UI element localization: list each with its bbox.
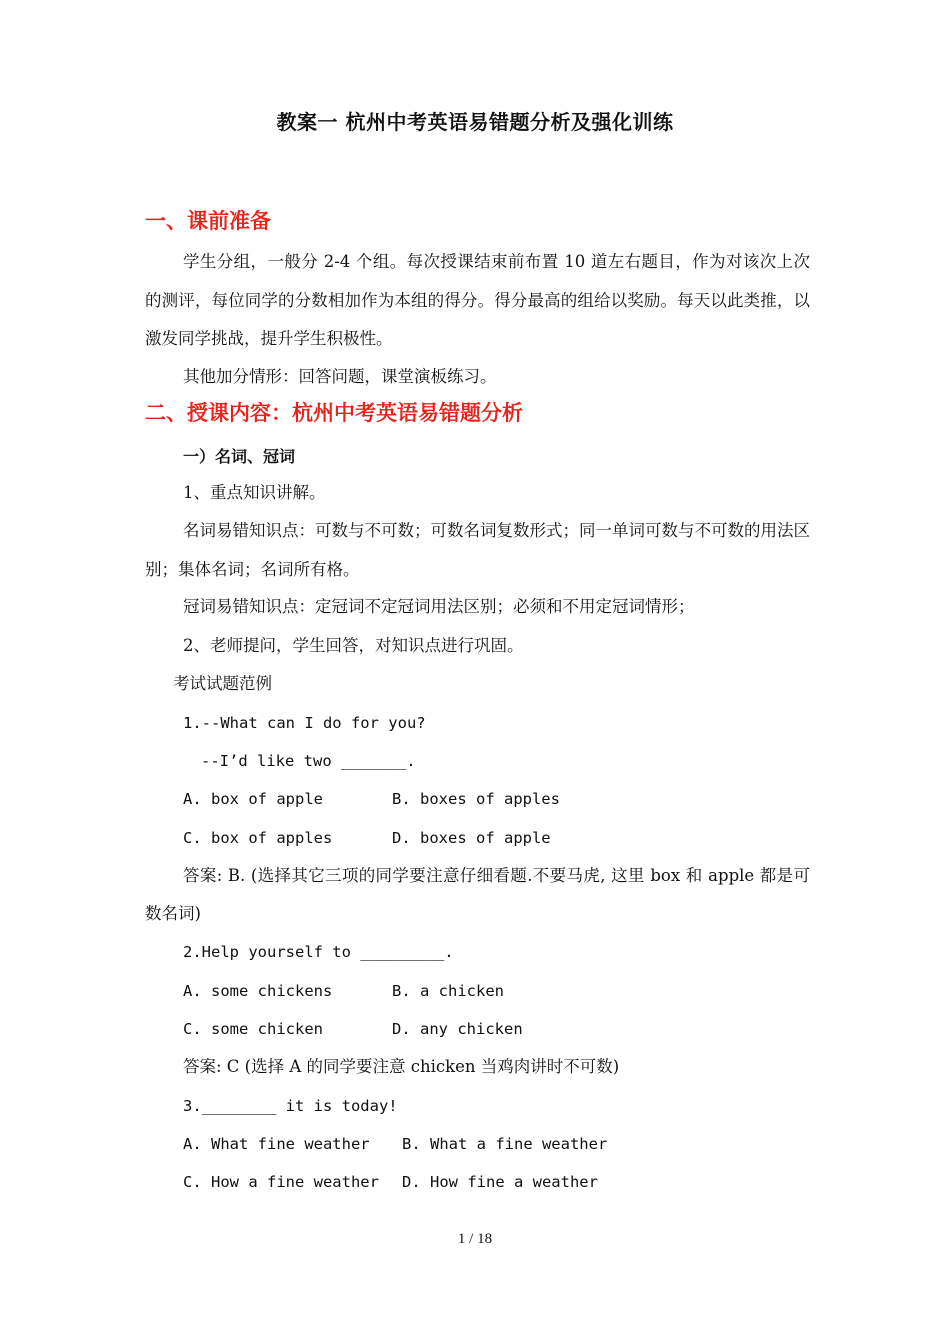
q2-answer: 答案: C (选择 A 的同学要注意 chicken 当鸡肉讲时不可数) [183,1057,620,1076]
document-title: 教案一 杭州中考英语易错题分析及强化训练 [276,110,674,134]
subsection-heading-nouns: 一）名词、冠词 [183,447,296,466]
q1-option-b: B. boxes of apples [392,790,560,808]
q1-answer: 答案: B. (选择其它三项的同学要注意仔细看题.不要马虎, 这里 box 和 apple 都是可数名词) [145,866,810,923]
q2-line1: 2.Help yourself to _________. [183,943,454,961]
q1-option-c: C. box of apples [183,829,333,847]
examples-label: 考试试题范例 [173,674,272,693]
paragraph-article-points: 冠词易错知识点：定冠词不定冠词用法区别；必须和不用定冠词情形； [183,597,695,616]
q3-line1: 3.________ it is today! [183,1097,398,1115]
q3-option-b: B. What a fine weather [402,1135,608,1153]
section-heading-preparation: 一、课前准备 [145,209,271,233]
q3-option-d: D. How fine a weather [402,1173,598,1191]
paragraph-grouping: 学生分组，一般分 2-4 个组。每次授课结束前布置 10 道左右题目，作为对该次上次的测评，每位同学的分数相加作为本组的得分。得分最高的组给以奖励。每天以此类推，以激发同学挑战，提升学生积极性。 [145,252,810,348]
paragraph-bonus: 其他加分情形：回答问题，课堂演板练习。 [183,367,497,386]
q1-option-d: D. boxes of apple [392,829,551,847]
q2-option-a: A. some chickens [183,982,333,1000]
point-1: 1、重点知识讲解。 [183,483,326,502]
section-heading-content: 二、授课内容：杭州中考英语易错题分析 [145,401,523,425]
q3-option-a: A. What fine weather [183,1135,370,1153]
q2-option-c: C. some chicken [183,1020,323,1038]
page-number: 1 / 18 [457,1231,493,1247]
paragraph-noun-points: 名词易错知识点：可数与不可数；可数名词复数形式；同一单词可数与不可数的用法区别；集体名词；名词所有格。 [145,521,810,579]
q1-line2: --I’d like two _______. [201,752,416,770]
q1-line1: 1.--What can I do for you? [183,714,426,732]
point-2: 2、老师提问，学生回答，对知识点进行巩固。 [183,636,524,655]
q1-option-a: A. box of apple [183,790,323,808]
q2-option-b: B. a chicken [392,982,504,1000]
q2-option-d: D. any chicken [392,1020,523,1038]
q3-option-c: C. How a fine weather [183,1173,379,1191]
